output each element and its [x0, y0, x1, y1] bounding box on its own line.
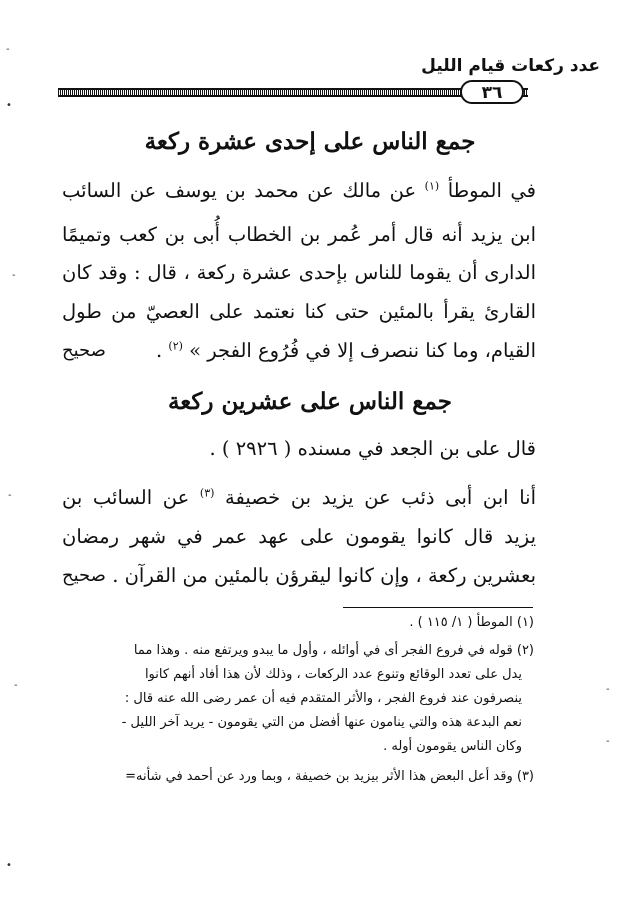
section-heading-2: جمع الناس على عشرين ركعة: [167, 388, 453, 415]
text-run: القيام، وما كنا ننصرف إلا في فُرُوع الفجر »: [182, 339, 536, 362]
footnote-ref-2[interactable]: (٢): [168, 339, 183, 353]
section-heading-1: جمع الناس على إحدى عشرة ركعة: [144, 128, 476, 155]
footnote-2-cont: يدل على تعدد الوقائع وتنوع عدد الركعات ، وذلك لأن هذا أفاد أنهم كانوا: [144, 667, 522, 682]
scan-mark: -: [606, 684, 610, 695]
footnote-2-cont: نعم البدعة هذه والتي ينامون عنها أفضل من التي يقومون - يريد آخر الليل -: [121, 715, 522, 730]
footnote-2-cont: وكان الناس يقومون أوله .: [383, 739, 522, 754]
footnote-ref-1[interactable]: (١): [424, 179, 440, 193]
header-rule: [58, 88, 528, 97]
section2-line-3: بعشرين ركعة ، وإن كانوا ليقرؤن بالمئين من القرآن .: [112, 564, 536, 587]
grade-label: صحيح: [62, 340, 106, 361]
section1-line-3: الدارى أن يقوما للناس بإحدى عشرة ركعة ، قال : وقد كان: [62, 261, 536, 284]
section1-line-4: القارئ يقرأ بالمئين حتى كنا نعتمد على العصيّ من طول: [62, 300, 536, 323]
footnote-3: (٣) وقد أعل البعض هذا الأثر بيزيد بن خصيفة ، وبما ورد عن أحمد في شأنه=: [125, 769, 534, 784]
footnote-rule: [343, 607, 533, 608]
section2-line-2: يزيد قال كانوا يقومون على عهد عمر في شهر رمضان: [62, 525, 536, 548]
scan-mark: •: [6, 860, 12, 871]
scan-mark: -: [12, 270, 16, 281]
footnote-2: (٢) قوله في فروع الفجر أى في أوائله ، وأول ما يبدو ويرتفع منه . وهذا مما: [133, 643, 534, 658]
text-run: أنا ابن أبى ذئب عن يزيد بن خصيفة: [214, 486, 537, 509]
text-run: .: [156, 339, 169, 362]
text-run: عن السائب بن: [62, 486, 200, 509]
grade-label: صحيح: [62, 565, 106, 586]
scan-mark: -: [606, 736, 610, 747]
scan-mark: -: [14, 680, 18, 691]
section1-line-5: [156, 336, 536, 366]
section1-line-1: [62, 176, 536, 206]
section1-line-2: ابن يزيد أنه قال أمر عُمر بن الخطاب أُبى بن كعب وتميمًا: [62, 223, 536, 246]
page-number: ٣٦: [460, 80, 524, 104]
running-title: عدد ركعات قيام الليل: [421, 56, 600, 76]
footnote-ref-3[interactable]: (٣): [199, 486, 215, 500]
section2-line-1: [62, 483, 536, 513]
source-line: قال على بن الجعد في مسنده ( ٢٩٢٦ ) .: [209, 437, 536, 460]
text-run: في الموطأ: [439, 179, 536, 202]
footnote-2-cont: ينصرفون عند فروع الفجر ، والأثر المتقدم فيه أن عمر رضى الله عنه قال :: [124, 691, 522, 706]
scan-mark: -: [6, 44, 10, 55]
scan-mark: -: [8, 490, 12, 501]
text-run: عن مالك عن محمد بن يوسف عن السائب: [62, 179, 425, 202]
footnote-1: (١) الموطأ ( ١/ ١١٥ ) .: [409, 615, 534, 630]
scan-mark: •: [6, 100, 12, 111]
